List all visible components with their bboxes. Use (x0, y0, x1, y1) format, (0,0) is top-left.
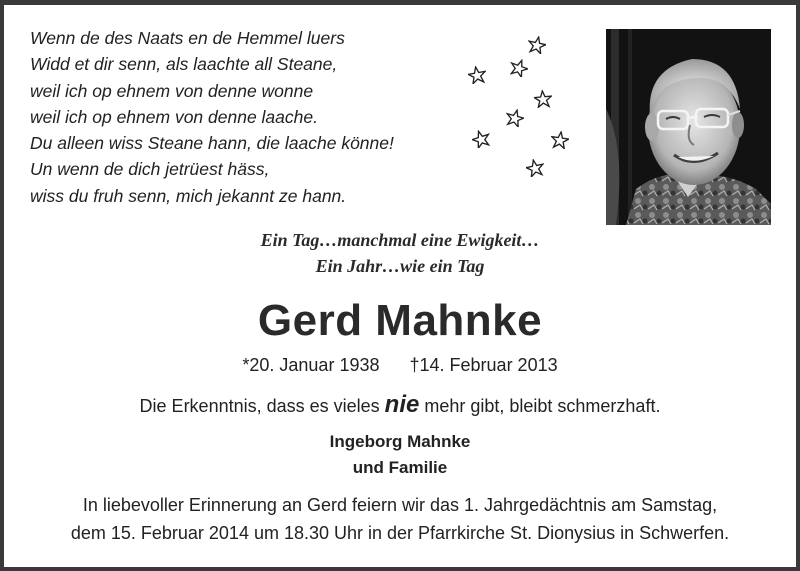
poem-line: weil ich op ehnem von denne wonne (30, 80, 314, 101)
quote-line-1: Ein Tag…manchmal eine Ewigkeit… (260, 230, 540, 250)
sentence-end: mehr gibt, bleibt schmerzhaft. (419, 396, 661, 416)
star-icon (510, 59, 528, 77)
poem-line: Wenn de des Naats en de Hemmel luers (30, 28, 345, 48)
star-icon (526, 159, 544, 177)
sentence-emphasis: nie (384, 391, 420, 418)
family-suffix: und Familie (352, 458, 448, 477)
poem-line: weil ich op ehnem von denne laache. (30, 106, 318, 127)
star-icon (534, 90, 552, 108)
star-icon (551, 131, 569, 149)
star-icon (506, 109, 524, 127)
star-icon (468, 66, 486, 84)
invitation-line-2: dem 15. Februar 2014 um 18.30 Uhr in der Pfarrkirche St. Dionysius in Schwerfen. (70, 523, 730, 543)
poem-line: Widd et dir senn, als laachte all Steane, (30, 54, 338, 75)
sentence-start: Die Erkenntnis, dass es vieles (139, 396, 385, 416)
poem-line: Un wenn de dich jetrüest häss, (30, 159, 270, 180)
death-date: †14. Februar 2013 (409, 355, 558, 375)
poem-line: wiss du fruh senn, mich jekannt ze hann. (30, 185, 347, 206)
star-icon (472, 130, 490, 148)
family-name: Ingeborg Mahnke (329, 432, 471, 451)
invitation-line-1: In liebevoller Erinnerung an Gerd feiern wir das 1. Jahrgedächtnis am Samstag, (82, 495, 718, 515)
portrait-photo (606, 29, 771, 225)
memorial-sentence (0, 391, 800, 419)
star-icon (528, 36, 546, 54)
quote-line-2: Ein Jahr…wie ein Tag (315, 256, 485, 276)
poem-line: Du alleen wiss Steane hann, die laache könne! (30, 133, 394, 154)
deceased-name: Gerd Mahnke (257, 296, 543, 345)
poem (30, 25, 394, 209)
life-dates (0, 355, 800, 376)
birth-date: *20. Januar 1938 (242, 355, 380, 375)
stars-decoration (460, 30, 580, 190)
